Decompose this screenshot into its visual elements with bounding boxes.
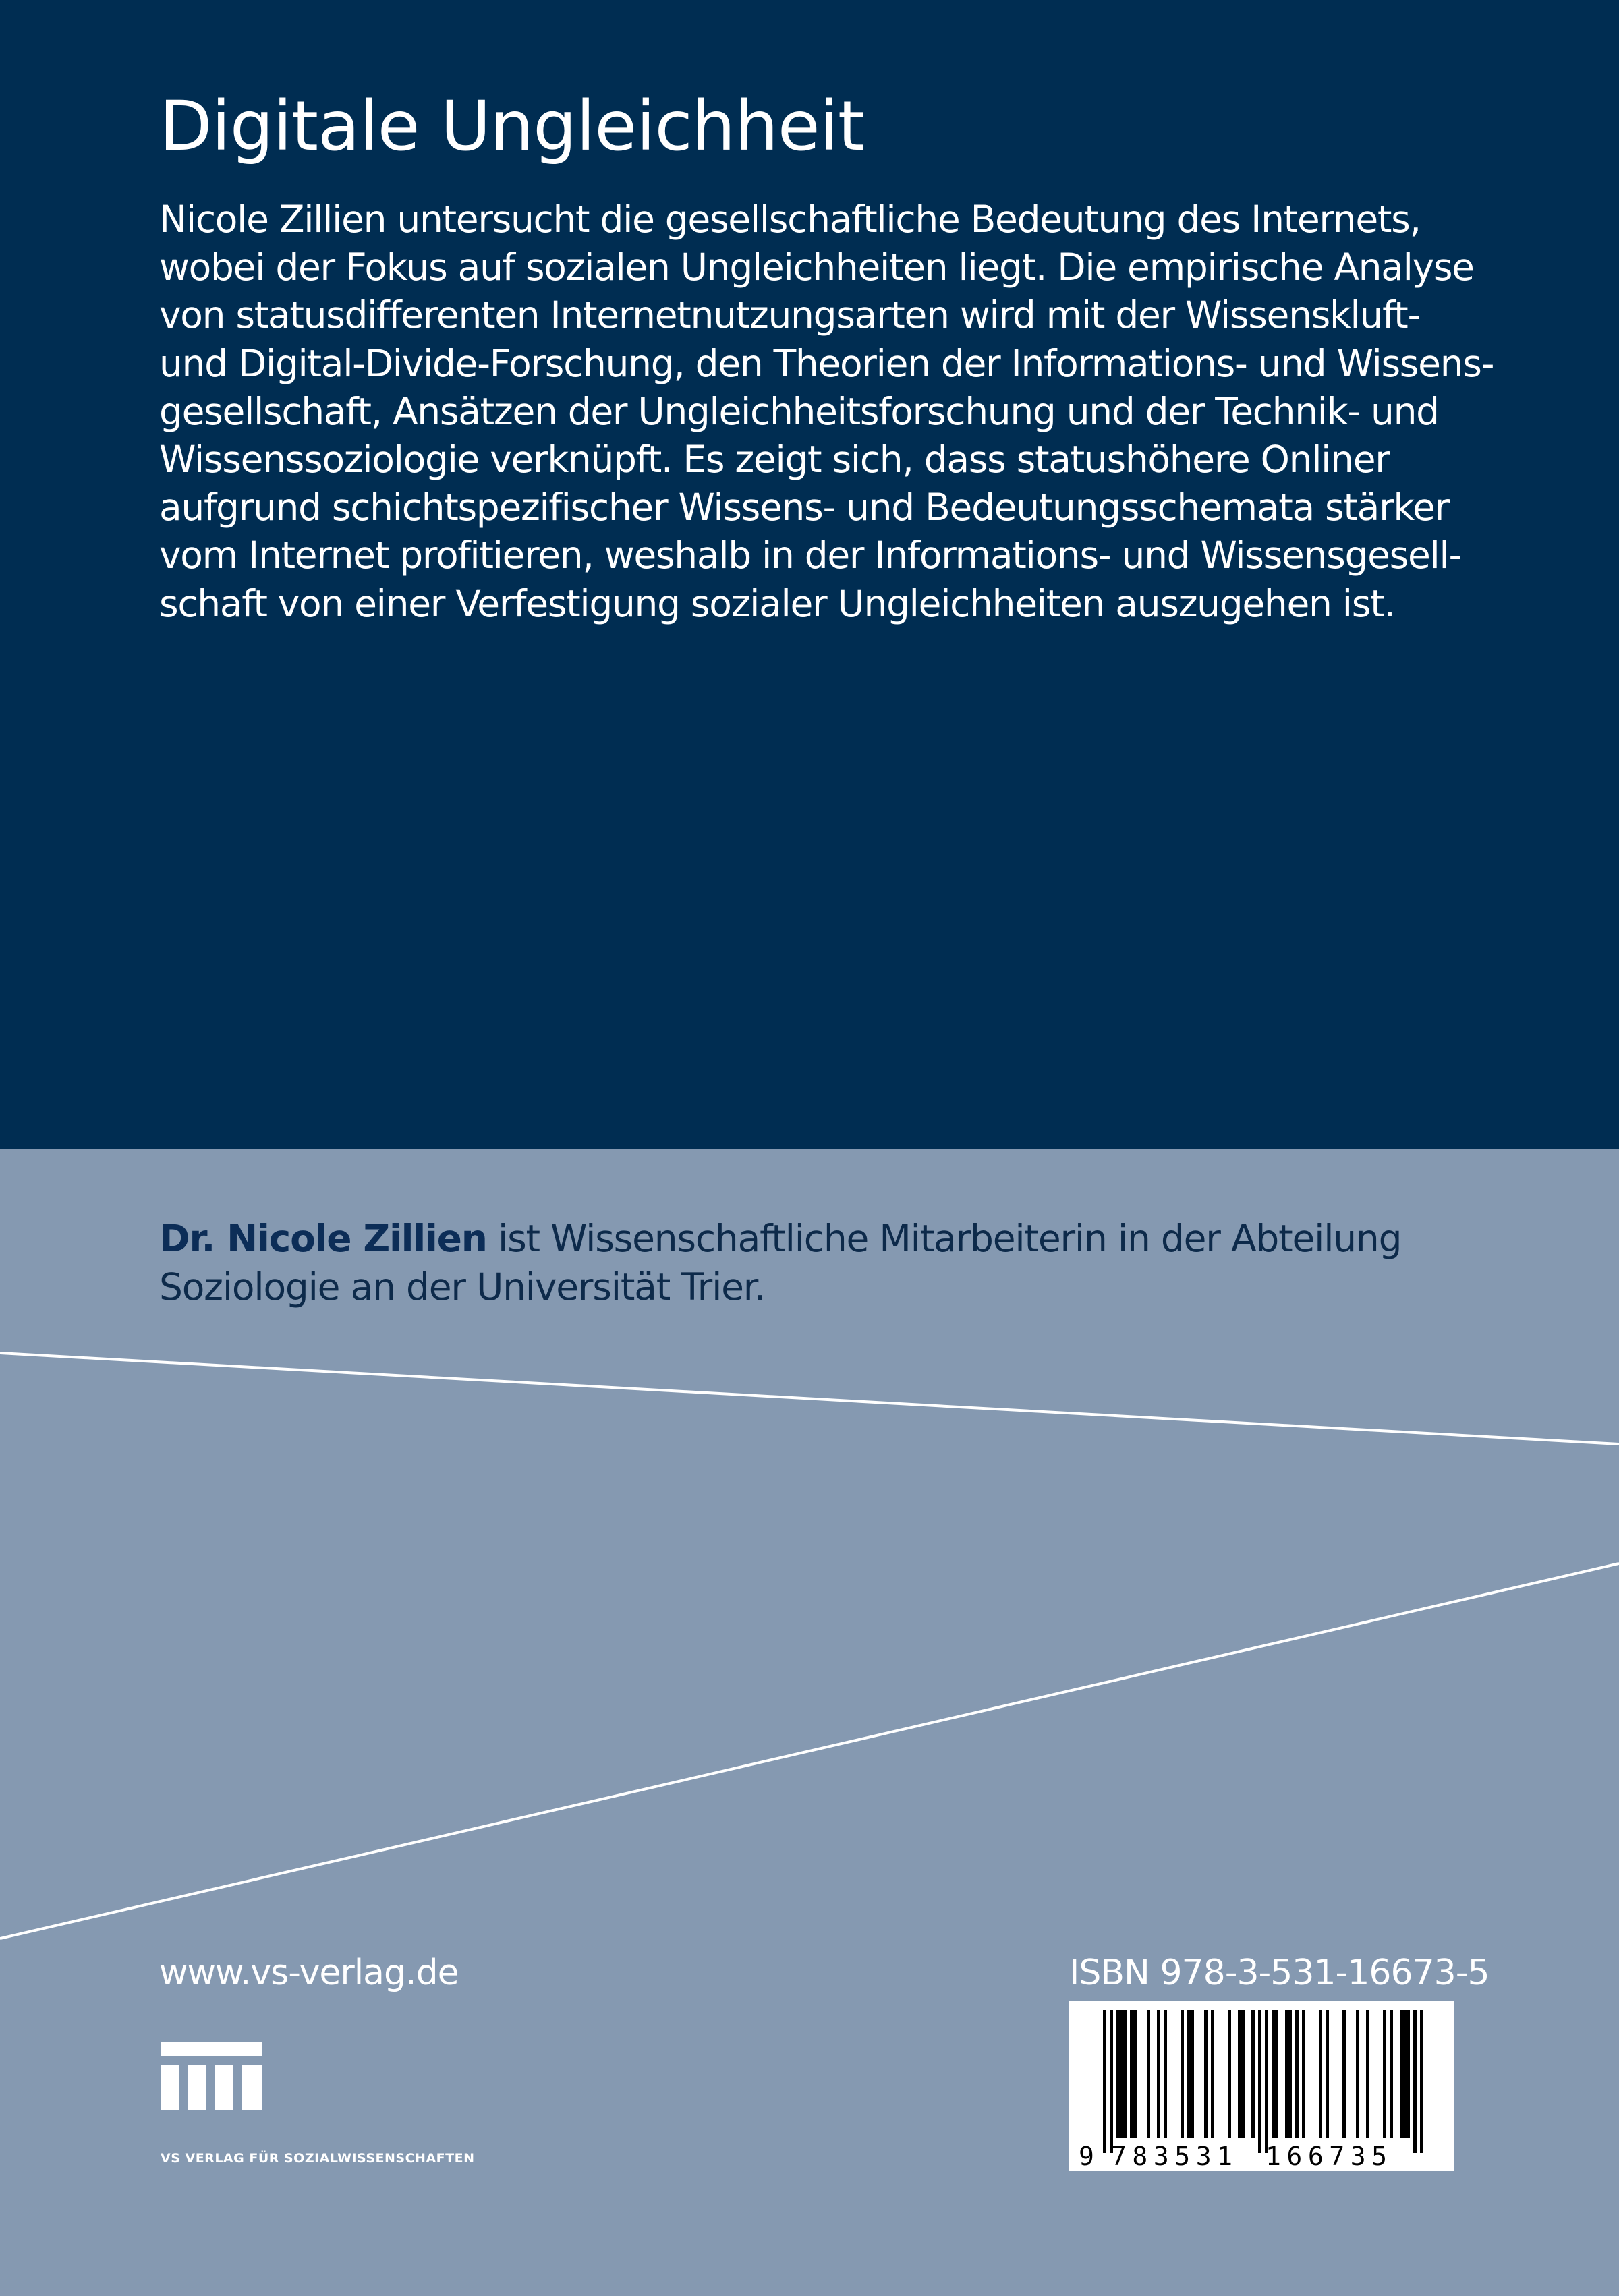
isbn-label: ISBN 978-3-531-16673-5: [1069, 1953, 1489, 1993]
barcode-bar: [1326, 2010, 1329, 2138]
barcode-bar: [1356, 2010, 1359, 2138]
barcode-bar: [1413, 2010, 1417, 2153]
barcode-bar: [1123, 2010, 1127, 2138]
barcode-bar: [1116, 2010, 1120, 2138]
barcode-bar: [1191, 2010, 1194, 2138]
blurb-line: von statusdifferenten Internetnutzungsarten wird mit der Wissenskluft-: [159, 293, 1420, 337]
barcode-bar: [1383, 2010, 1386, 2138]
barcode-bar: [1420, 2010, 1423, 2153]
barcode-bar: [1241, 2010, 1245, 2138]
barcode-bar: [1272, 2010, 1275, 2138]
barcode-bar: [1103, 2010, 1106, 2153]
publisher-name: VS VERLAG FÜR SOZIALWISSENSCHAFTEN: [161, 2151, 475, 2166]
blurb-line: Wissenssoziologie verknüpft. Es zeigt sich, dass statushöhere Onliner: [159, 438, 1390, 482]
barcode-bar: [1130, 2010, 1133, 2138]
barcode-bar: [1110, 2010, 1113, 2153]
barcode-bar: [1228, 2010, 1231, 2138]
barcode-bar: [1187, 2010, 1191, 2138]
barcode-bar: [1319, 2010, 1322, 2138]
blurb-line: wobei der Fokus auf sozialen Ungleichheiten liegt. Die empirische Analyse: [159, 246, 1474, 289]
book-title: Digitale Ungleichheit: [159, 86, 864, 167]
blurb-line: schaft von einer Verfestigung sozialer Ungleichheiten auszugehen ist.: [159, 581, 1395, 625]
barcode-bar: [1288, 2010, 1292, 2138]
barcode-right-digits: 166735: [1266, 2142, 1387, 2171]
barcode-bar: [1366, 2010, 1369, 2138]
barcode-bar: [1342, 2010, 1346, 2138]
blurb-line: Nicole Zillien untersucht die gesellschaftliche Bedeutung des Internets,: [159, 198, 1421, 241]
author-name: Dr. Nicole Zillien: [159, 1217, 487, 1260]
barcode-bar: [1407, 2010, 1410, 2138]
barcode-bar: [1403, 2010, 1407, 2138]
blurb-line: gesellschaft, Ansätzen der Ungleichheitsforschung und der Technik- und: [159, 389, 1439, 433]
barcode-bar: [1211, 2010, 1214, 2138]
barcode-bar: [1400, 2010, 1403, 2138]
barcode-bar: [1133, 2010, 1137, 2138]
ean13-barcode-icon: [1069, 2001, 1454, 2171]
isbn-barcode: [1069, 2001, 1454, 2171]
decorative-line-lower: [0, 1563, 1619, 1939]
blurb-line: und Digital-Divide-Forschung, den Theorien der Informations- und Wissens-: [159, 341, 1494, 385]
author-bio-text: ist Wissenschaftliche Mitarbeiterin in der Abteilung: [486, 1217, 1402, 1260]
barcode-bar: [1390, 2010, 1393, 2138]
barcode-bar: [1204, 2010, 1208, 2138]
blurb-line: vom Internet profitieren, weshalb in der Informations- und Wissensgesell-: [159, 534, 1462, 577]
barcode-bar: [1147, 2010, 1150, 2138]
barcode-bar: [1275, 2010, 1278, 2138]
barcode-left-digits: 783531: [1111, 2142, 1232, 2171]
decorative-line-upper: [0, 1353, 1619, 1444]
author-bio-line: Soziologie an der Universität Trier.: [159, 1265, 766, 1309]
barcode-bar: [1265, 2010, 1268, 2153]
barcode-bar: [1157, 2010, 1160, 2138]
vs-verlag-logo-icon: [161, 2042, 262, 2110]
barcode-bar: [1181, 2010, 1184, 2138]
blurb-line: aufgrund schichtspezifischer Wissens- und Bedeutungsschemata stärker: [159, 486, 1449, 529]
barcode-bar: [1302, 2010, 1305, 2138]
barcode-bar: [1238, 2010, 1241, 2138]
barcode-bar: [1258, 2010, 1261, 2153]
barcode-bars: [1103, 2010, 1423, 2153]
barcode-bar: [1285, 2010, 1288, 2138]
barcode-bar: [1120, 2010, 1123, 2138]
publisher-website: www.vs-verlag.de: [159, 1953, 459, 1993]
barcode-bar: [1251, 2010, 1255, 2138]
barcode-bar: [1164, 2010, 1167, 2138]
barcode-first-digit: 9: [1079, 2142, 1094, 2171]
barcode-bar: [1295, 2010, 1299, 2138]
